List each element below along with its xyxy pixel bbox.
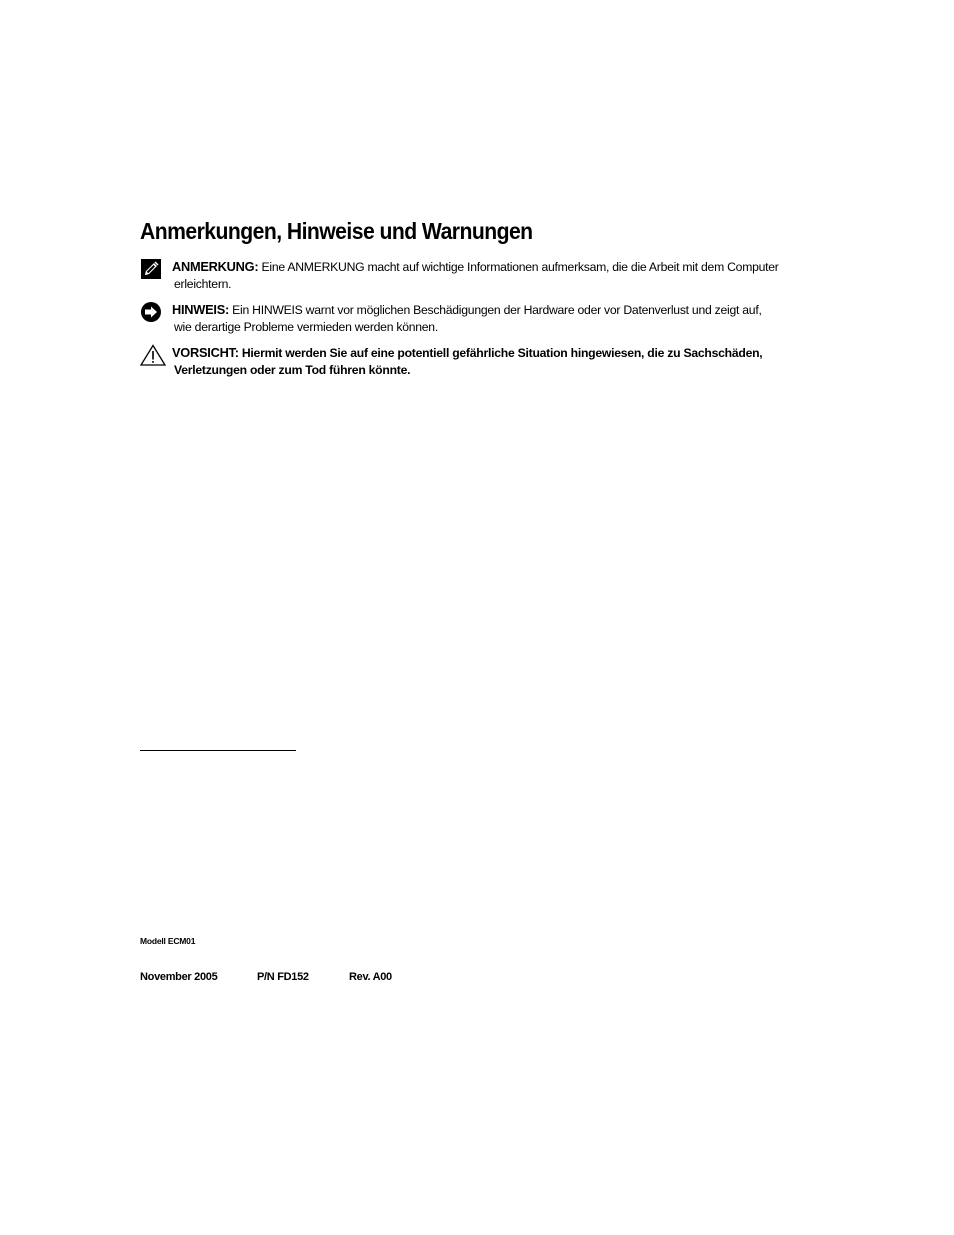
caution-triangle-icon — [140, 344, 164, 366]
notice-arrow-icon — [140, 301, 164, 323]
note-label: ANMERKUNG: — [172, 259, 259, 274]
section-heading: Anmerkungen, Hinweise und Warnungen — [140, 218, 533, 244]
notice-label: HINWEIS: — [172, 302, 230, 317]
notice-text-line2: wie derartige Probleme vermieden werden können. — [174, 320, 438, 334]
note-pencil-icon — [140, 258, 164, 280]
note-text-line1: Eine ANMERKUNG macht auf wichtige Informationen aufmerksam, die die Arbeit mit dem Computer — [261, 260, 779, 274]
revision: Rev. A00 — [349, 971, 392, 983]
part-number: P/N FD152 — [257, 971, 309, 983]
note-text-line2: erleichtern. — [174, 277, 232, 291]
publication-date: November 2005 — [140, 971, 218, 983]
caution-text-line2: Verletzungen oder zum Tod führen könnte. — [174, 363, 411, 377]
model-number: Modell ECM01 — [140, 936, 196, 946]
notice-text-line1: Ein HINWEIS warnt vor möglichen Beschädigungen der Hardware oder vor Datenverlust und zeigt auf, — [232, 303, 762, 317]
caution-text-line1: Hiermit werden Sie auf eine potentiell gefährliche Situation hingewiesen, die zu Sachschäden, — [241, 346, 763, 360]
caution-label: VORSICHT: — [172, 345, 239, 360]
footnote-rule — [140, 750, 296, 751]
